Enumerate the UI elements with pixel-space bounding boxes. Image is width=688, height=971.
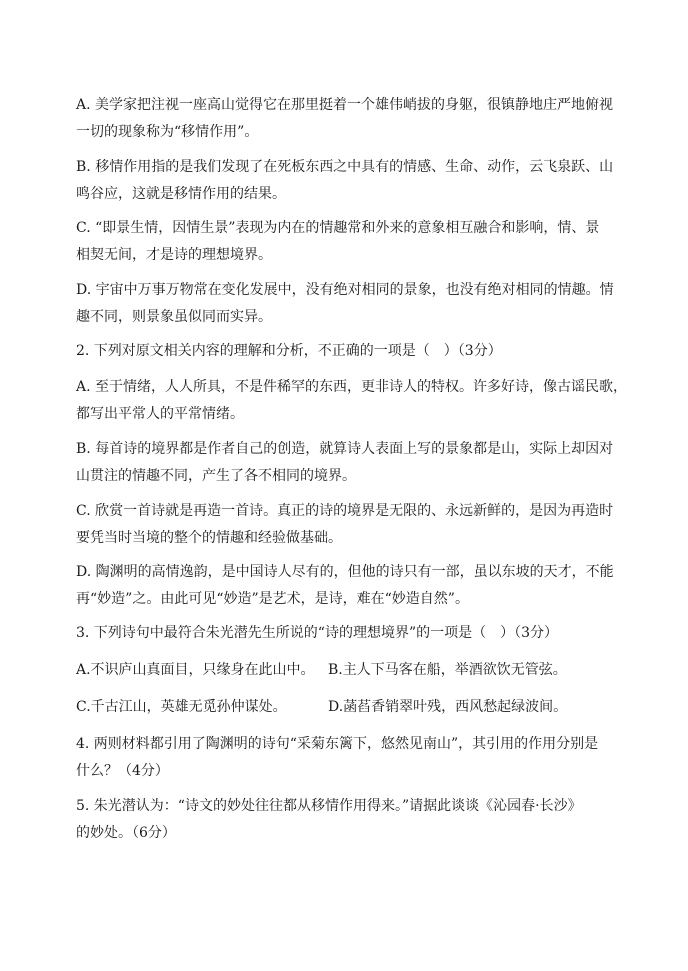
q1-option-b-line1: B. 移情作用指的是我们发现了在死板东西之中具有的情感、生命、动作，云飞泉跃、山 [76,159,614,175]
q2-option-d-line1: D. 陶渊明的高情逸韵，是中国诗人尽有的，但他的诗只有一部，虽以东坡的天才，不能 [76,564,614,580]
q2-option-c-line2: 要凭当时当境的整个的情趣和经验做基础。 [76,530,342,546]
q1-option-a-line2: 一切的现象称为“移情作用”。 [76,124,259,140]
q2-stem-text: 2. 下列对原文相关内容的理解和分析，不正确的一项是（ ）（3分） [76,343,502,359]
q4-line1: 4. 两则材料都引用了陶渊明的诗句“采菊东篱下，悠然见南山”，其引用的作用分别是 [76,736,599,752]
q2-option-b-line2: 山贯注的情趣不同，产生了各不相同的境界。 [76,468,356,484]
q2-option-d [76,559,616,613]
q2-option-a-line2: 都写出平常人的平常情绪。 [76,406,244,422]
q2-option-d-line2: 再“妙造”之。由此可见“妙造”是艺术，是诗，难在“妙造自然”。 [76,591,469,607]
q1-option-b-line2: 鸣谷应，这就是移情作用的结果。 [76,186,286,202]
q1-option-a [76,92,616,146]
q1-option-d [76,277,616,331]
q5-line1: 5. 朱光潜认为：“诗文的妙处往往都从移情作用得来。”请据此谈谈《沁园春·长沙》 [76,798,582,814]
q2-option-c-line1: C. 欣赏一首诗就是再造一首诗。真正的诗的境界是无限的、永远新鲜的，是因为再造时 [76,503,614,519]
q1-option-c [76,215,616,269]
q2-option-a [76,374,628,428]
q2-option-c [76,498,616,552]
q3-stem [76,620,616,647]
q3-stem-text: 3. 下列诗句中最符合朱光潜先生所说的“诗的理想境界”的一项是（ ）（3分） [76,625,559,641]
q2-option-a-line1: A. 至于情绪，人人所具，不是件稀罕的东西，更非诗人的特权。许多好诗，像古谣民歌， [76,379,628,395]
q5-line2: 的妙处。（6分） [76,825,176,841]
q1-option-a-line1: A. 美学家把注视一座高山觉得它在那里挺着一个雄伟峭拔的身躯，很镇静地庄严地俯视 [76,97,614,113]
q2-option-b [76,436,616,490]
q3-option-c: C.千古江山，英雄无觅孙仲谋处。 [76,699,287,715]
q4 [76,731,616,785]
q1-option-d-line1: D. 宇宙中万事万物常在变化发展中，没有绝对相同的景象，也没有绝对相同的情趣。情 [76,282,614,298]
q5 [76,793,616,847]
q1-option-c-line1: C. “即景生情，因情生景”表现为内在的情趣常和外来的意象相互融合和影响，情、景 [76,220,600,236]
q1-option-d-line2: 趣不同，则景象虽似同而实异。 [76,309,272,325]
q2-option-b-line1: B. 每首诗的境界都是作者自己的创造，就算诗人表面上写的景象都是山，实际上却因对 [76,441,614,457]
q3-option-b: B.主人下马客在船，举酒欲饮无管弦。 [328,662,567,678]
q4-line2: 什么？（4分） [76,763,169,779]
q2-stem [76,338,616,365]
q3-option-a: A.不识庐山真面目，只缘身在此山中。 [76,662,315,678]
q1-option-b [76,154,616,208]
q3-option-d: D.菡萏香销翠叶残，西风愁起绿波间。 [328,699,568,715]
q1-option-c-line2: 相契无间，才是诗的理想境界。 [76,247,272,263]
